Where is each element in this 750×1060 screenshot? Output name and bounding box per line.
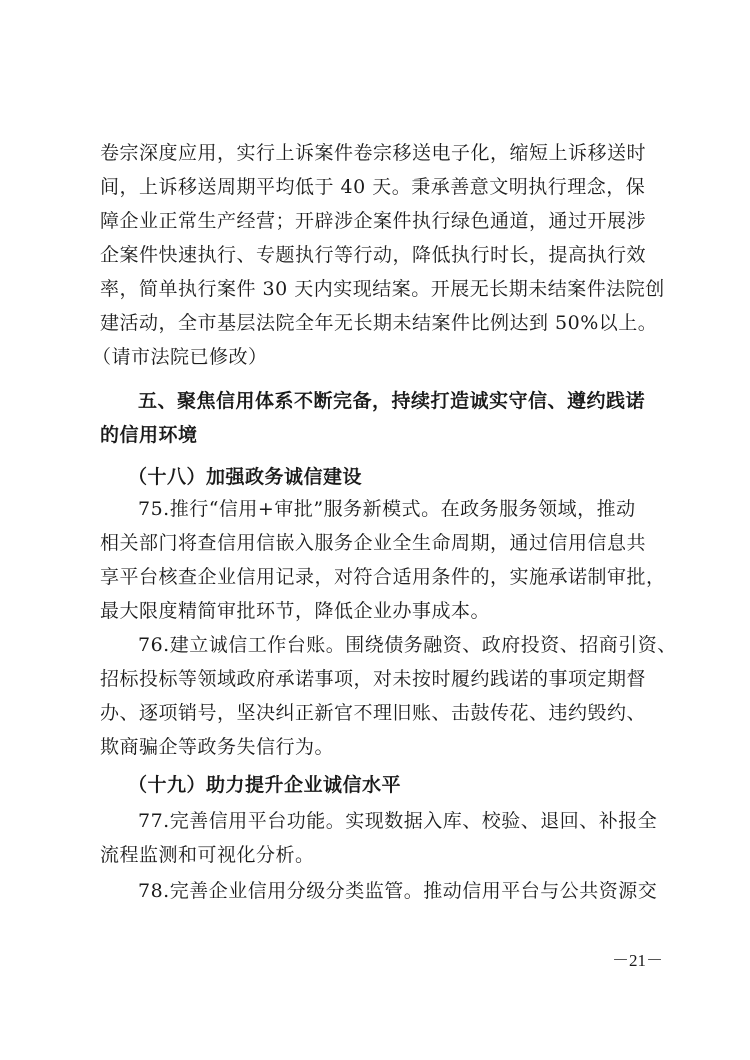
paragraph-line: 享平台核查企业信用记录，对符合适用条件的，实施承诺制审批，	[100, 566, 666, 588]
item-78-line: 78.完善企业信用分级分类监管。推动信用平台与公共资源交	[138, 880, 658, 902]
paragraph-line: 障企业正常生产经营；开辟涉企案件执行绿色通道，通过开展涉	[100, 210, 647, 232]
subsection-heading: （十八）加强政务诚信建设	[128, 466, 363, 488]
paragraph-line: 欺商骗企等政务失信行为。	[100, 736, 335, 758]
paragraph-line: 建活动，全市基层法院全年无长期未结案件比例达到 50%以上。	[100, 312, 658, 334]
page-number: －21－	[612, 951, 663, 970]
section-heading-continued: 的信用环境	[100, 424, 198, 446]
paragraph-line: 相关部门将查信用信嵌入服务企业全生命周期，通过信用信息共	[100, 532, 647, 554]
subsection-heading: （十九）助力提升企业诚信水平	[128, 774, 402, 796]
paragraph-line: 招标投标等领域政府承诺事项，对未按时履约践诺的事项定期督	[100, 668, 647, 690]
item-76-line: 76.建立诚信工作台账。围绕债务融资、政府投资、招商引资、	[138, 634, 677, 656]
revision-note: （请市法院已修改）	[92, 346, 268, 368]
paragraph-line: 办、逐项销号，坚决纠正新官不理旧账、击鼓传花、违约毁约、	[100, 702, 647, 724]
paragraph-line: 最大限度精简审批环节，降低企业办事成本。	[100, 600, 491, 622]
paragraph-line: 率，简单执行案件 30 天内实现结案。开展无长期未结案件法院创	[100, 278, 665, 300]
paragraph-line: 企案件快速执行、专题执行等行动，降低执行时长，提高执行效	[100, 244, 647, 266]
item-77-line: 77.完善信用平台功能。实现数据入库、校验、退回、补报全	[138, 810, 658, 832]
paragraph-line: 卷宗深度应用，实行上诉案件卷宗移送电子化，缩短上诉移送时	[100, 142, 647, 164]
item-75-line: 75.推行“信用+审批”服务新模式。在政务服务领域，推动	[138, 498, 636, 520]
section-heading: 五、聚焦信用体系不断完备，持续打造诚实守信、遵约践诺	[138, 390, 646, 412]
paragraph-line: 间，上诉移送周期平均低于 40 天。秉承善意文明执行理念，保	[100, 176, 646, 198]
paragraph-line: 流程监测和可视化分析。	[100, 844, 315, 866]
